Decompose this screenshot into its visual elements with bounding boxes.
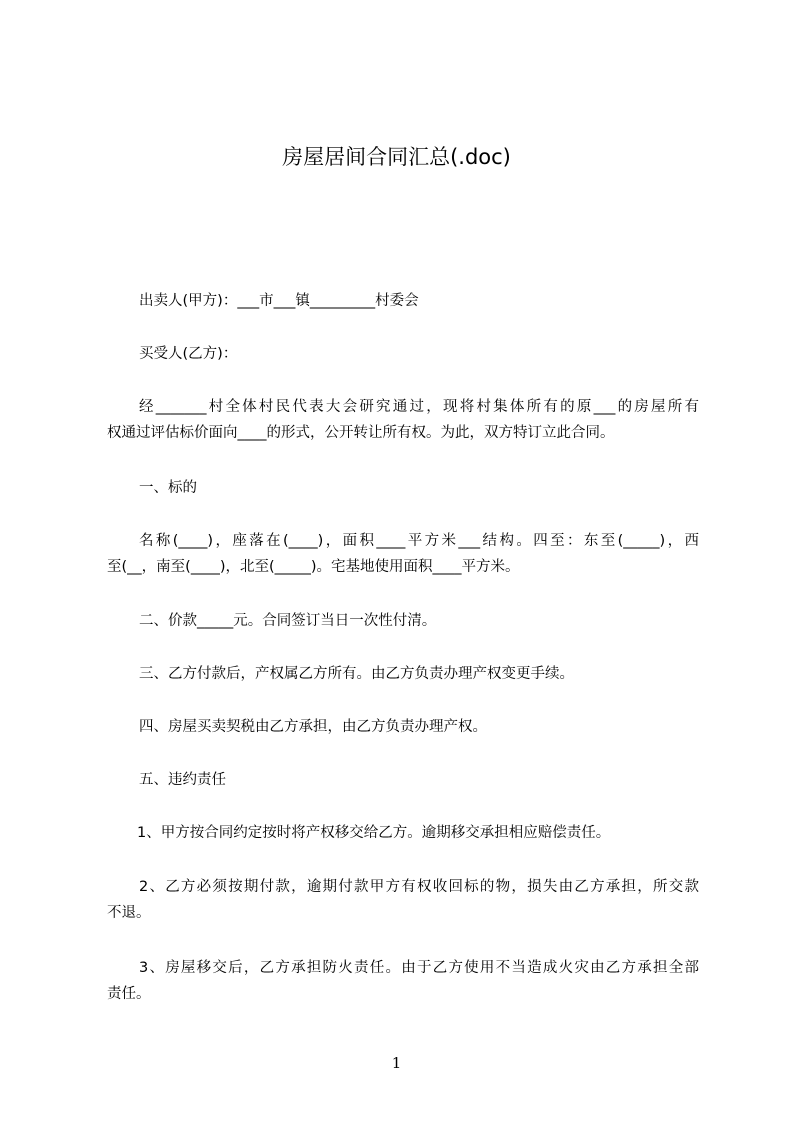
intro-line-1: 经_______村全体村民代表大会研究通过，现将村集体所有的原___的房屋所有 xyxy=(139,399,699,415)
buyer-line: 买受人(乙方)： xyxy=(139,346,238,362)
liability-item-2-line-2: 不退。 xyxy=(107,905,151,921)
page-number: 1 xyxy=(391,1054,402,1072)
liability-item-2-line-1: 2、乙方必须按期付款，逾期付款甲方有权收回标的物，损失由乙方承担，所交款 xyxy=(139,879,699,895)
subject-paragraph xyxy=(107,528,699,580)
section-1-heading: 一、标的 xyxy=(139,480,197,496)
liability-item-3-line-2: 责任。 xyxy=(107,986,151,1002)
liability-item-3 xyxy=(107,955,699,1007)
section-4-tax: 四、房屋买卖契税由乙方承担，由乙方负责办理产权。 xyxy=(139,719,487,735)
seller-line: 出卖人(甲方)：___市___镇_________村委会 xyxy=(139,293,419,309)
intro-line-2: 权通过评估标价面向____的形式，公开转让所有权。为此，双方特订立此合同。 xyxy=(107,425,615,441)
section-3-ownership: 三、乙方付款后，产权属乙方所有。由乙方负责办理产权变更手续。 xyxy=(139,666,574,682)
intro-paragraph xyxy=(107,394,699,446)
subject-line-1: 名称(____)，座落在(____)，面积____平方米___结构。四至：东至(_____)，西 xyxy=(139,533,699,549)
liability-item-2 xyxy=(107,874,699,926)
section-2-price: 二、价款_____元。合同签订当日一次性付清。 xyxy=(139,613,437,629)
liability-item-1: 1、甲方按合同约定按时将产权移交给乙方。逾期移交承担相应赔偿责任。 xyxy=(137,825,611,841)
liability-item-3-line-1: 3、房屋移交后，乙方承担防火责任。由于乙方使用不当造成火灾由乙方承担全部 xyxy=(139,960,699,976)
subject-line-2: 至(__，南至(____)，北至(_____)。宅基地使用面积____平方米。 xyxy=(107,559,520,575)
document-title: 房屋居间合同汇总(.doc) xyxy=(282,145,511,169)
section-5-heading: 五、违约责任 xyxy=(139,772,226,788)
